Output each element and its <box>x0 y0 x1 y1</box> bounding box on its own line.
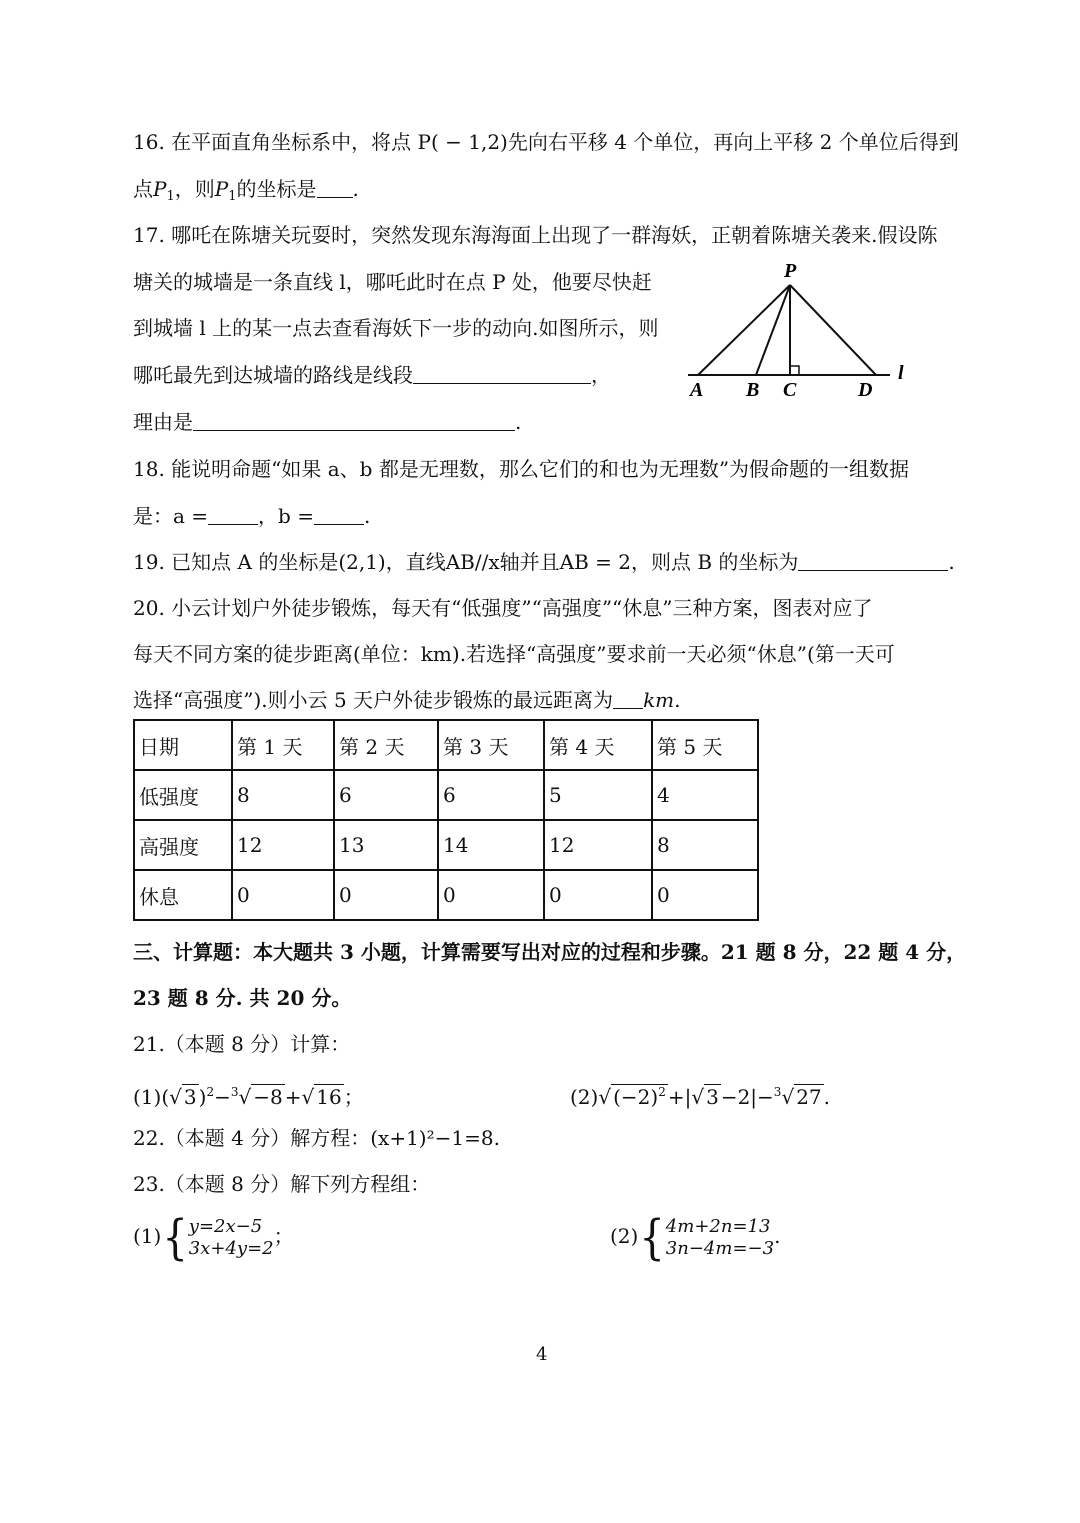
label-p: P <box>784 260 797 282</box>
q16-subscript-2: 1 <box>228 189 237 204</box>
table-row <box>134 820 758 870</box>
q23-s2-eq1: 4m+2n=13 <box>665 1215 771 1237</box>
table-cell: 高强度 <box>134 820 232 870</box>
q21-p2-end: . <box>823 1085 830 1109</box>
q18-line2 <box>133 502 370 530</box>
q23-system2 <box>610 1209 781 1266</box>
q16-line2 <box>133 175 359 211</box>
table-cell: 休息 <box>134 870 232 920</box>
q21-part1: (1)(√ 3 )$^2$−$^3$√ −8 +√ 16 ； <box>133 1085 364 1109</box>
q17-segment-blank[interactable] <box>413 365 591 384</box>
q17-line3 <box>133 314 658 342</box>
table-cell: 8 <box>652 820 758 870</box>
table-cell: 0 <box>232 870 334 920</box>
section3-heading-cont: 23 题 8 分. 共 20 分。 <box>133 986 352 1010</box>
q18-b-blank[interactable] <box>314 506 364 525</box>
q16-subscript: 1 <box>166 189 175 204</box>
q17-text1: 17. 哪吒在陈塘关玩耍时，突然发现东海海面上出现了一群海妖，正朝着陈塘关袭来.假设陈 <box>133 223 938 247</box>
q23-s1-label: (1) <box>133 1224 162 1248</box>
q19-line1 <box>133 548 955 576</box>
table-cell: 6 <box>334 770 438 820</box>
q21-p1-minus: − <box>214 1085 231 1109</box>
table-cell: 13 <box>334 820 438 870</box>
table-cell: 5 <box>544 770 652 820</box>
q17-geometry-diagram <box>680 255 920 405</box>
q20-line1 <box>133 594 873 622</box>
q22-line <box>133 1124 500 1152</box>
q21-p2-abs-open: +| <box>667 1085 692 1109</box>
q23-s1-equations <box>189 1216 274 1260</box>
q21-p2-abs-close: −2|− <box>720 1085 774 1109</box>
table-header-row <box>134 720 758 770</box>
page-number: 4 <box>536 1344 548 1365</box>
table-cell: 0 <box>652 870 758 920</box>
table-cell: 0 <box>438 870 544 920</box>
q21-part2: (2)√ $(-2)^2$ +|√ 3 −2|−$^3$√ 27 . <box>570 1085 830 1109</box>
q21-p2-cbrt27: 27 <box>796 1085 822 1109</box>
q23-s2-end: . <box>774 1224 781 1248</box>
q18-a-label: 是：a = <box>133 504 209 528</box>
q21-p1-paren: ) <box>198 1085 207 1109</box>
table-row <box>134 870 758 920</box>
q16-answer-blank[interactable] <box>317 179 353 198</box>
table-cell: 4 <box>652 770 758 820</box>
q21-p1-end: ； <box>343 1085 364 1109</box>
q17-line5 <box>133 408 521 436</box>
q21-p2-root-index: 3 <box>773 1085 782 1099</box>
q17-line2 <box>133 268 652 296</box>
label-l: l <box>898 362 904 384</box>
table-header-cell: 第 4 天 <box>544 720 652 770</box>
q20-text2: 每天不同方案的徒步距离(单位：km).若选择“高强度”要求前一天必须“休息”(第一天可 <box>133 642 895 666</box>
q16-text: 16. 在平面直角坐标系中，将点 P( − 1,2)先向右平移 4 个单位，再向上平移 2 个单位后得到 <box>133 130 959 154</box>
q20-answer-blank[interactable] <box>613 690 643 709</box>
q18-a-blank[interactable] <box>208 506 258 525</box>
q16-point-p1: P <box>153 177 167 201</box>
section3-heading: 三、计算题：本大题共 3 小题，计算需要写出对应的过程和步骤。21 题 8 分，22 题 4 分， <box>133 940 967 964</box>
q21-p2-sqrt-group <box>611 1084 668 1109</box>
section3-line2 <box>133 984 351 1012</box>
table-cell: 6 <box>438 770 544 820</box>
segment-pd <box>790 285 876 375</box>
q23-s1-end: ； <box>273 1224 294 1248</box>
q16-text-b: ，则 <box>174 177 215 201</box>
q23-system1 <box>133 1209 294 1266</box>
q17-line4 <box>133 361 611 389</box>
q18-b-label: ，b = <box>258 504 314 528</box>
label-c: C <box>783 379 797 401</box>
table-cell: 12 <box>544 820 652 870</box>
hiking-plan-table <box>133 719 759 921</box>
q18-end: . <box>363 504 371 528</box>
q18-text1: 18. 能说明命题“如果 a、b 都是无理数，那么它们的和也为无理数”为假命题的一组数据 <box>133 457 910 481</box>
right-angle-mark <box>790 366 799 375</box>
table-header-cell: 第 5 天 <box>652 720 758 770</box>
q23-s1-brace: { <box>162 1209 188 1266</box>
table-header-cell: 日期 <box>134 720 232 770</box>
q21-title-text: 21.（本题 8 分）计算： <box>133 1032 351 1056</box>
q21-p2-radicand: (−2) <box>613 1085 659 1109</box>
table-header-cell: 第 2 天 <box>334 720 438 770</box>
q21-p1-plus: + <box>284 1085 302 1109</box>
q23-title-text: 23.（本题 8 分）解下列方程组： <box>133 1172 431 1196</box>
q18-line1 <box>133 455 909 483</box>
q17-reason-blank[interactable] <box>193 412 515 431</box>
q21-p1-sqrt3: 3 <box>183 1085 197 1109</box>
q21-p1-exp: 2 <box>206 1085 215 1099</box>
q21-p1-sqrt16: 16 <box>316 1085 342 1109</box>
q16-line1 <box>133 128 959 156</box>
q20-line3 <box>133 686 681 714</box>
q20-text1: 20. 小云计划户外徒步锻炼，每天有“低强度”“高强度”“休息”三种方案，图表对应了 <box>133 596 873 620</box>
q21-p2-sqrt3: 3 <box>706 1085 719 1109</box>
q23-s2-equations <box>666 1216 774 1260</box>
q20-text3: 选择“高强度”).则小云 5 天户外徒步锻炼的最远距离为 <box>133 688 614 712</box>
table-cell: 0 <box>334 870 438 920</box>
q21-title <box>133 1030 350 1058</box>
q17-text3: 到城墙 l 上的某一点去查看海妖下一步的动向.如图所示，则 <box>133 316 659 340</box>
q23-s1-eq1: y=2x−5 <box>188 1215 263 1237</box>
q17-text4-end: ， <box>591 363 611 387</box>
q23-s1-eq2: 3x+4y=2 <box>188 1237 274 1259</box>
q23-s2-brace: { <box>639 1209 665 1266</box>
table-cell: 0 <box>544 870 652 920</box>
table-cell: 低强度 <box>134 770 232 820</box>
q17-text5-end: . <box>515 410 522 434</box>
q16-text-a: 点 <box>133 177 153 201</box>
table-header-cell: 第 1 天 <box>232 720 334 770</box>
q21-p1-root-index: 3 <box>230 1085 239 1099</box>
q23-s2-eq2: 3n−4m=−3 <box>665 1237 775 1259</box>
q21-p1-cbrt: −8 <box>253 1085 283 1109</box>
label-b: B <box>746 379 760 401</box>
q21-p1-prefix: (1)( <box>133 1085 170 1109</box>
q17-text4: 哪吒最先到达城墙的路线是线段 <box>133 363 413 387</box>
table-cell: 8 <box>232 770 334 820</box>
segment-pa <box>698 285 790 375</box>
q23-title <box>133 1170 430 1198</box>
q21-p2-exp: 2 <box>658 1085 666 1099</box>
section3-line1 <box>133 938 966 966</box>
q17-text2: 塘关的城墙是一条直线 l，哪吒此时在点 P 处，他要尽快赶 <box>133 270 652 294</box>
table-cell: 12 <box>232 820 334 870</box>
segment-pb <box>756 285 790 375</box>
q17-line1 <box>133 221 938 249</box>
q16-point-p1-2: P <box>214 177 229 201</box>
table-row <box>134 770 758 820</box>
q17-text5: 理由是 <box>133 410 193 434</box>
q19-answer-blank[interactable] <box>798 552 948 571</box>
q16-end: . <box>352 177 359 201</box>
label-d: D <box>858 379 873 401</box>
q20-line2 <box>133 640 895 668</box>
label-a: A <box>690 379 704 401</box>
table-cell: 14 <box>438 820 544 870</box>
q16-text-c: 的坐标是 <box>236 177 317 201</box>
q23-s2-label: (2) <box>610 1224 639 1248</box>
q21-p2-prefix: (2) <box>570 1085 599 1109</box>
q20-unit: km. <box>643 688 681 712</box>
table-header-cell: 第 3 天 <box>438 720 544 770</box>
q22-text: 22.（本题 4 分）解方程：(x+1)²−1=8. <box>133 1126 500 1150</box>
q19-end: . <box>948 550 955 574</box>
q19-text: 19. 已知点 A 的坐标是(2,1)，直线AB//x轴并且AB = 2，则点 B 的坐标为 <box>133 550 799 574</box>
